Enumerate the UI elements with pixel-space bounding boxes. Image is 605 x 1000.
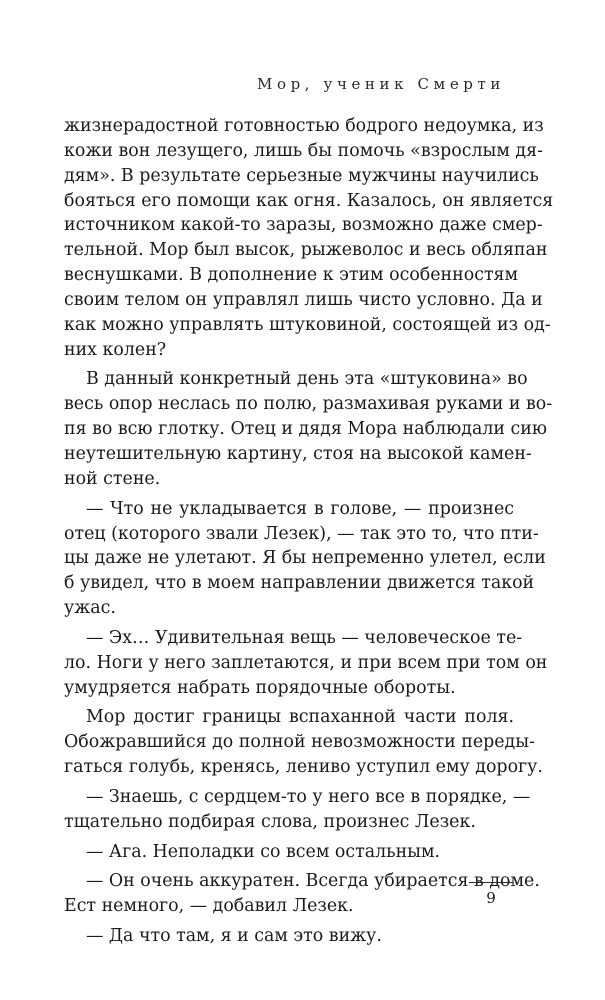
text-line: ужас. <box>64 598 116 619</box>
text-line: Мор достиг границы вспаханной части поля. <box>86 707 514 728</box>
text-line: бояться его помощи как огня. Казалось, он является <box>64 190 554 211</box>
text-line: веснушками. В дополнение к этим особенностям <box>64 265 519 286</box>
text-line: — Знаешь, с сердцем-то у него все в порядке, — <box>86 786 531 807</box>
text-line: тщательно подбирая слова, произнес Лезек. <box>64 811 476 832</box>
paragraph-2 <box>64 367 553 491</box>
page-number-rule <box>469 882 513 883</box>
text-line: тельной. Мор был высок, рыжеволос и весь обляпан <box>64 240 548 261</box>
text-line: пя во всю глотку. Отец и дядя Мора наблюдали сию <box>64 419 548 440</box>
paragraph-5 <box>64 705 543 780</box>
paragraph-4 <box>64 626 548 701</box>
text-line: жизнерадостной готовностью бодрого недоумка, из <box>64 116 544 136</box>
text-line: как можно управлять штуковиной, состоящей из од- <box>64 314 551 335</box>
text-line: — Что не укладывается в голове, — произнес <box>86 498 514 519</box>
text-line: гаться голубь, кренясь, лениво уступил ему дорогу. <box>64 757 543 778</box>
page-body <box>64 114 554 949</box>
text-line: В данный конкретный день эта «штуковина» во <box>86 369 528 390</box>
text-line: ло. Ноги у него заплетаются, и при всем при том он <box>64 652 548 673</box>
text-line: — Эх… Удивительная вещь — человеческое те- <box>86 627 523 648</box>
paragraph-9 <box>64 924 514 949</box>
text-line: своим телом он управлял лишь чисто условно. Да и <box>64 289 543 310</box>
text-line: — Да что там, я и сам это вижу. <box>86 926 382 947</box>
text-line: — Он очень аккуратен. Всегда убирается в доме. <box>86 871 540 892</box>
paragraph-7 <box>64 840 514 865</box>
text-line: цы даже не улетают. Я бы непременно улетел, если <box>64 548 546 569</box>
text-line: отец (которого звали Лезек), — так это то, что пти- <box>64 523 539 544</box>
text-line: б увидел, что в моем направлении движется такой <box>64 573 535 594</box>
text-line: дям». В результате серьезные мужчины научились <box>64 165 539 186</box>
text-line: — Ага. Неполадки со всем остальным. <box>86 841 441 862</box>
paragraph-3 <box>64 497 546 621</box>
text-line: кожи вон лезущего, лишь бы помочь «взрослым дя- <box>64 140 543 161</box>
text-line: весь опор неслась по полю, размахивая руками и во- <box>64 394 553 415</box>
text-line: ной стене. <box>64 468 161 489</box>
text-line: Ест немного, — добавил Лезек. <box>64 896 354 917</box>
paragraph-1 <box>64 114 554 362</box>
text-line: Обожравшийся до полной невозможности переды- <box>64 732 535 753</box>
running-header: Мор, ученик Смерти <box>256 75 505 93</box>
text-line: неутешительную картину, стоя на высокой камен- <box>64 443 532 464</box>
paragraph-8 <box>64 869 540 919</box>
text-line: них колен? <box>64 339 167 360</box>
text-line: источником какой-то заразы, возможно даже смер- <box>64 215 543 236</box>
page-number: 9 <box>486 889 496 907</box>
paragraph-6 <box>64 785 531 835</box>
text-line: умудряется набрать порядочные обороты. <box>64 677 456 698</box>
